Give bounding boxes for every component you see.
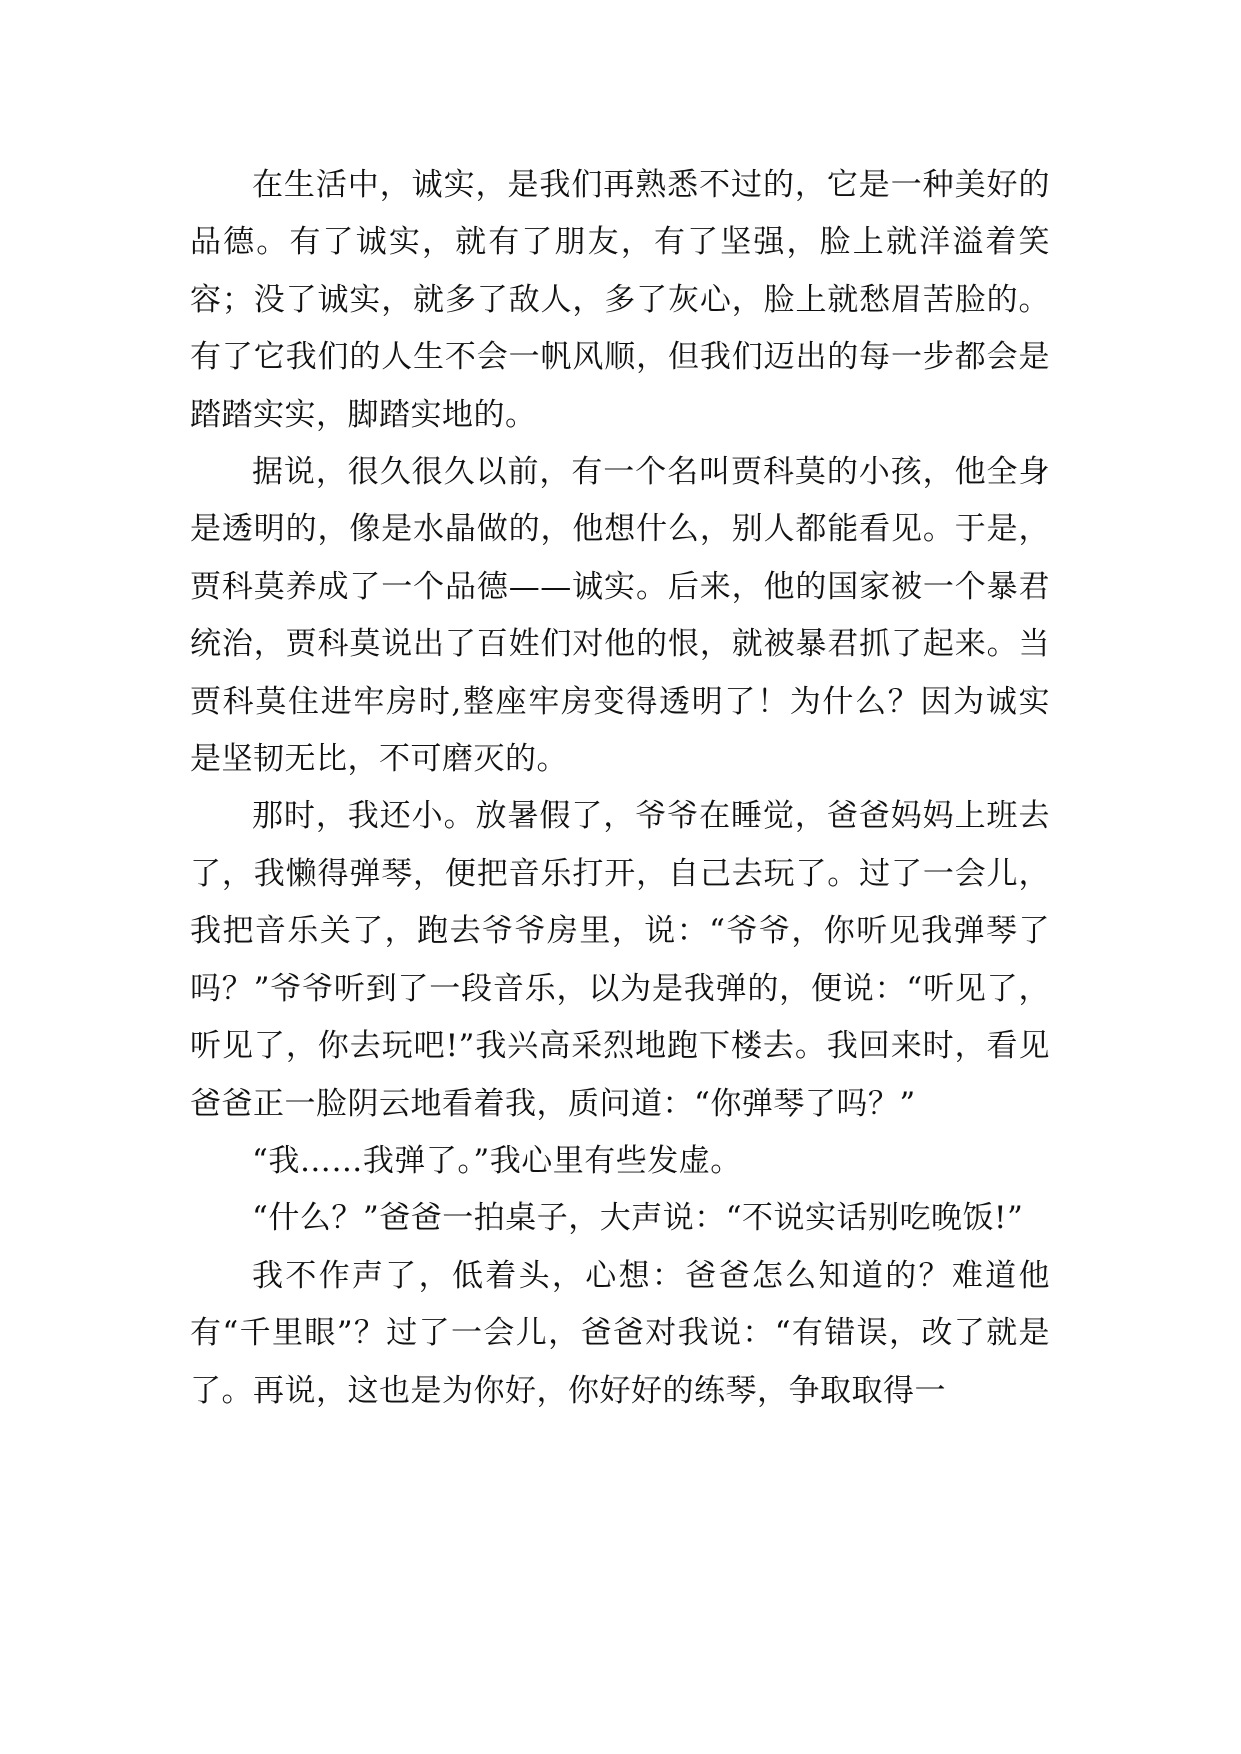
paragraph: 我不作声了，低着头，心想：爸爸怎么知道的？难道他有“千里眼”？过了一会儿，爸爸对我说：“有错误，改了就是了。再说，这也是为你好，你好好的练琴，争取取得一 [190,1257,1050,1409]
paragraph: “什么？”爸爸一拍桌子，大声说：“不说实话别吃晚饭!” [252,1200,1024,1237]
paragraph: “我……我弹了。”我心里有些发虚。 [252,1142,742,1179]
document-body [190,157,1050,1420]
paragraph: 那时，我还小。放暑假了，爷爷在睡觉，爸爸妈妈上班去了，我懒得弹琴，便把音乐打开，自己去玩了。过了一会儿，我把音乐关了，跑去爷爷房里，说：“爷爷，你听见我弹琴了吗？”爷爷听到了一段音乐，以为是我弹的，便说：“听见了，听见了，你去玩吧!”我兴高采烈地跑下楼去。我回来时，看见爸爸正一脸阴云地看着我，质问道：“你弹琴了吗？” [190,798,1050,1122]
paragraph: 在生活中，诚实，是我们再熟悉不过的，它是一种美好的品德。有了诚实，就有了朋友，有了坚强，脸上就洋溢着笑容；没了诚实，就多了敌人，多了灰心，脸上就愁眉苦脸的。有了它我们的人生不会一帆风顺，但我们迈出的每一步都会是踏踏实实，脚踏实地的。 [190,167,1050,433]
paragraph: 据说，很久很久以前，有一个名叫贾科莫的小孩，他全身是透明的，像是水晶做的，他想什么，别人都能看见。于是，贾科莫养成了一个品德——诚实。后来，他的国家被一个暴君统治，贾科莫说出了百姓们对他的恨，就被暴君抓了起来。当贾科莫住进牢房时,整座牢房变得透明了！为什么？因为诚实是坚韧无比，不可磨灭的。 [190,454,1050,778]
